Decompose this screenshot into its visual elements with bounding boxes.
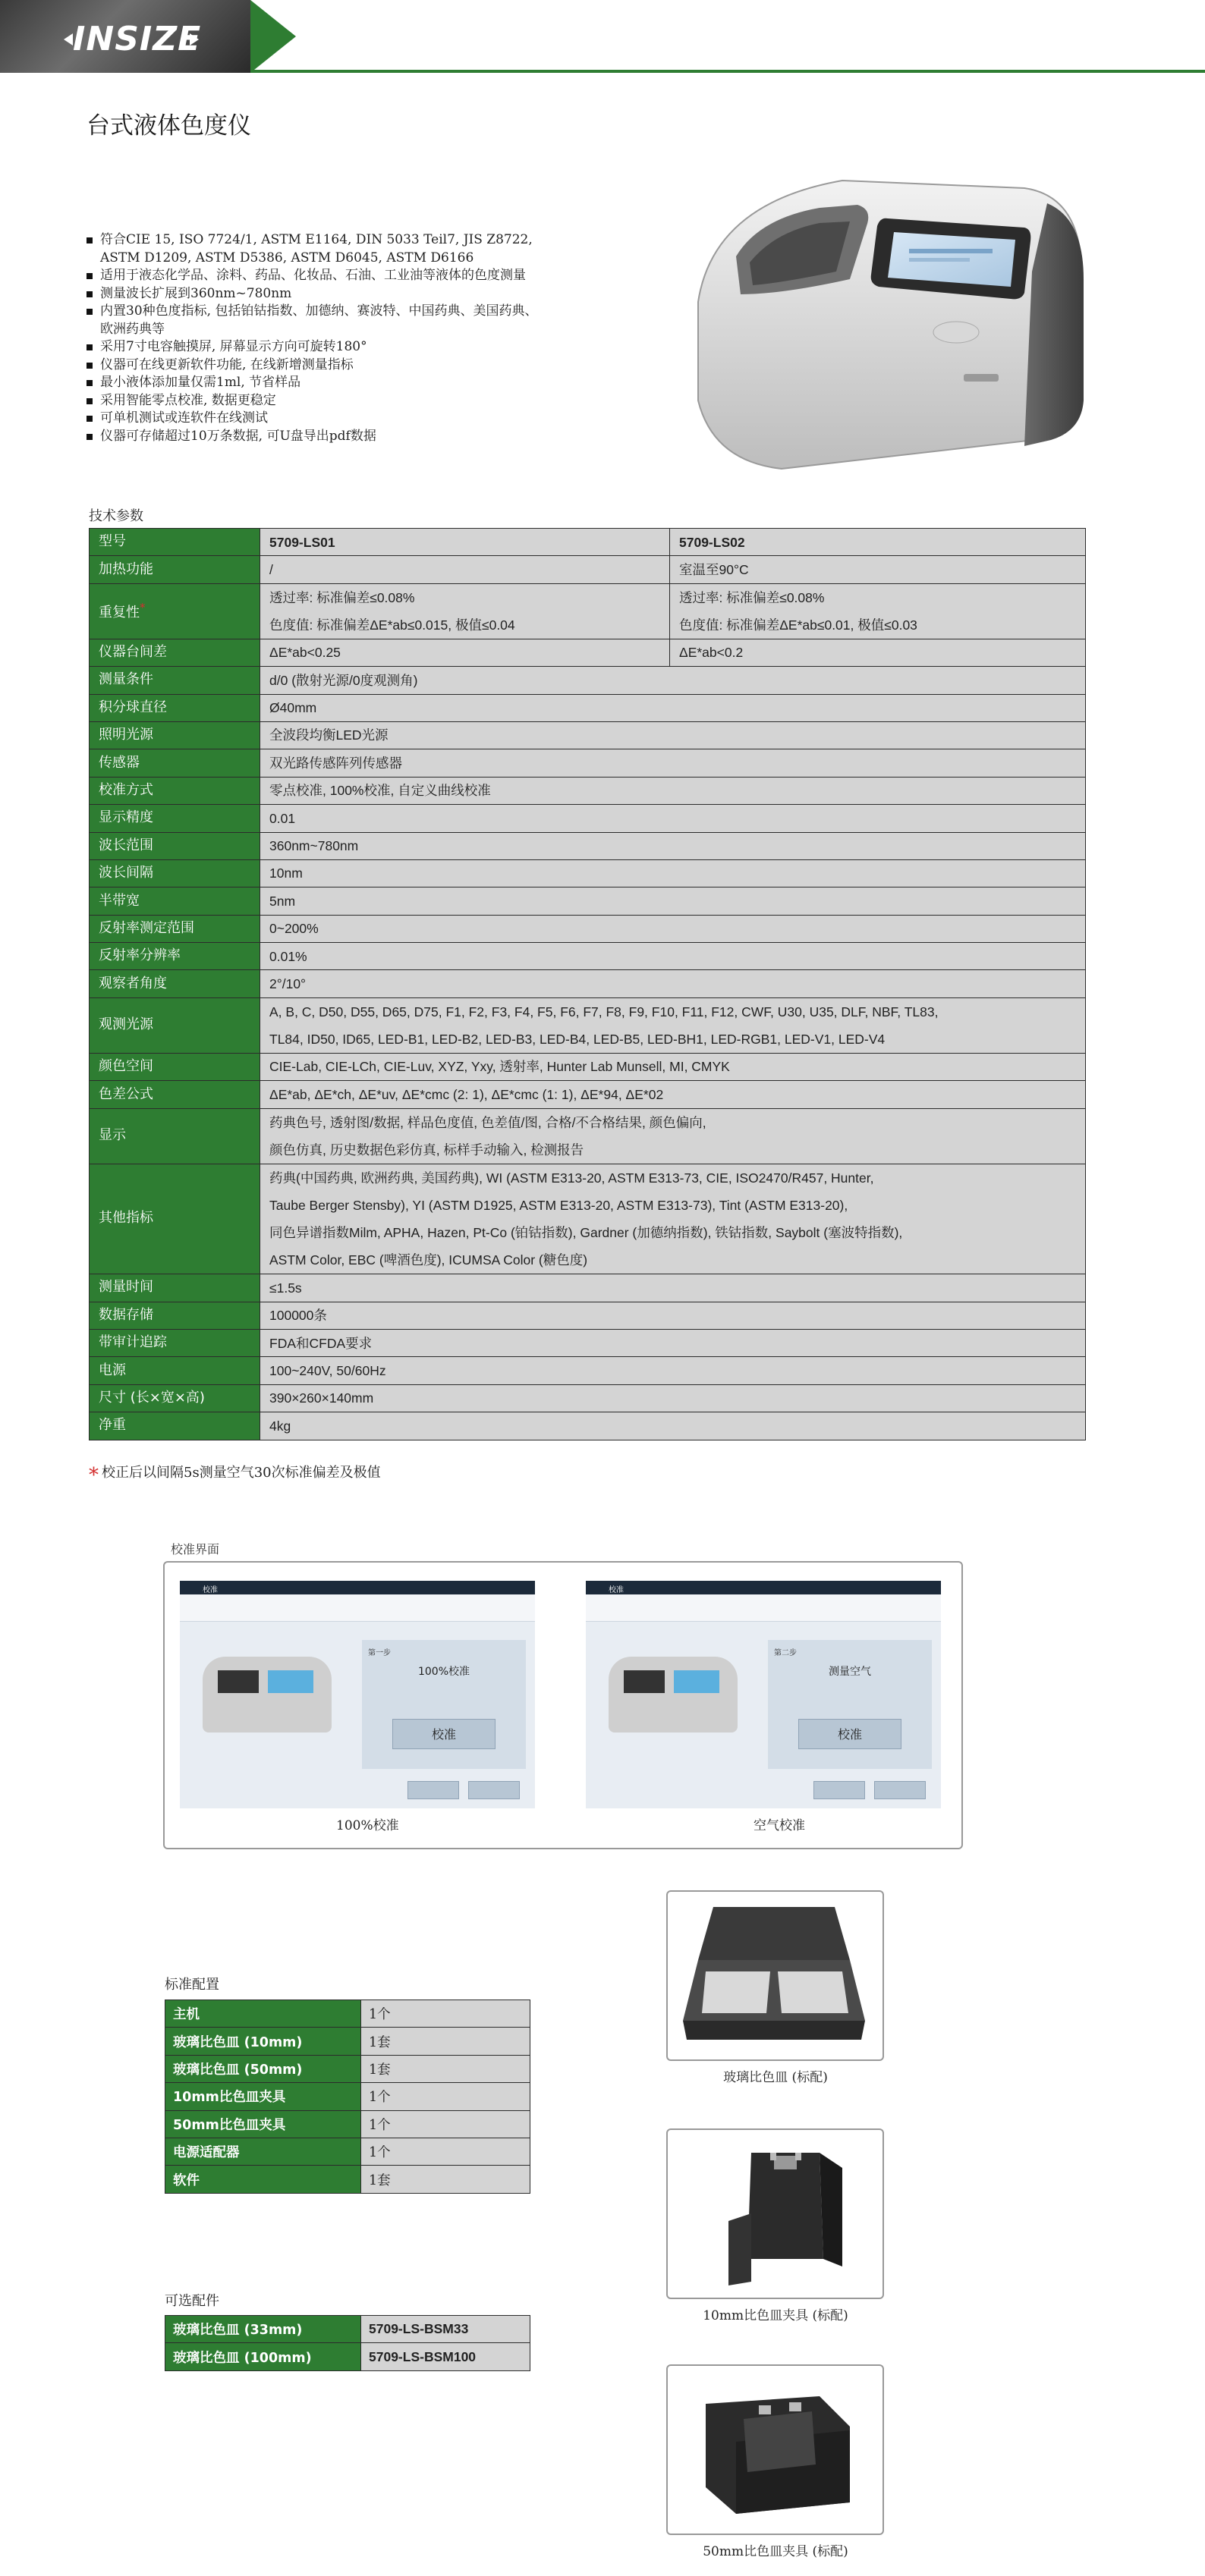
calibration-frame [163,1561,963,1849]
table-row [90,667,1086,694]
table-row [165,2055,530,2082]
row-value: ΔE*ab, ΔE*ch, ΔE*uv, ΔE*cmc (2: 1), ΔE*cmc (1: 1), ΔE*94, ΔE*02 [260,1081,1086,1108]
table-row [90,832,1086,859]
row-value: 零点校准, 100%校准, 自定义曲线校准 [260,777,1086,804]
repeat-a-line: 透过率: 标准偏差≤0.08% [269,589,415,605]
row-label: 显示精度 [90,805,260,832]
accessory-caption: 10mm比色皿夹具 (标配) [703,2308,848,2323]
table-row [90,1081,1086,1108]
row-value: 0.01% [260,943,1086,970]
footnote [89,1459,381,1487]
brand-logo: INSIZE [73,20,202,58]
table-row [90,859,1086,887]
feature-item: 采用7寸电容触摸屏, 屏幕显示方向可旋转180° [87,338,633,357]
row-label: 净重 [90,1412,260,1440]
feature-item: 适用于液态化学品、涂料、药品、化妆品、石油、工业油等液体的色度测量 [87,267,633,285]
standard-config-heading: 标准配置 [165,1977,219,1993]
inter-a: ΔE*ab<0.25 [260,639,670,666]
row-value: 0~200% [260,915,1086,942]
row-label: 观察者角度 [90,970,260,997]
row-label: 数据存储 [90,1302,260,1329]
panel-title: 测量空气 [829,1666,871,1678]
table-row [90,970,1086,997]
calibrate-button[interactable]: 校准 [798,1719,901,1749]
device-illustration [609,1657,738,1733]
screen-title: 校准 [203,1586,218,1594]
row-label: 观测光源 [90,997,260,1053]
repeat-b-line: 色度值: 标准偏差ΔE*ab≤0.01, 极值≤0.03 [679,617,917,633]
model-a: 5709-LS01 [260,529,670,556]
table-row [90,1302,1086,1329]
footnote-star: * [140,600,146,614]
table-row [90,639,1086,666]
row-label: 玻璃比色皿 (10mm) [165,2028,361,2055]
feature-item: 最小液体添加量仅需1ml, 节省样品 [87,374,633,392]
value-line: Taube Berger Stensby), YI (ASTM D1925, ASTM E313-20, ASTM E313-73), Tint (ASTM E313-20), [269,1197,848,1213]
feature-item: 符合CIE 15, ISO 7724/1, ASTM E1164, DIN 5033 Teil7, JIS Z8722, [87,231,633,250]
row-value: CIE-Lab, CIE-LCh, CIE-Luv, XYZ, Yxy, 透射率, Hunter Lab Munsell, MI, CMYK [260,1053,1086,1080]
table-row [90,556,1086,583]
logo-left-arrow-icon [64,33,73,46]
row-label: 主机 [165,2000,361,2028]
value-line: 药典(中国药典, 欧洲药典, 美国药典), WI (ASTM E313-20, ASTM E313-73, CIE, ISO2470/R457, Hunter, [269,1170,874,1186]
calibration-label: 校准界面 [171,1542,220,1557]
row-value [260,997,1086,1053]
table-row [90,721,1086,749]
screen-status-bar [586,1581,941,1594]
optional-accessories-table [165,2315,530,2371]
row-value: FDA和CFDA要求 [260,1330,1086,1357]
row-label: 传感器 [90,749,260,777]
table-row [165,2138,530,2165]
feature-item: 仪器可存储超过10万条数据, 可U盘导出pdf数据 [87,428,633,446]
row-value: 2°/10° [260,970,1086,997]
table-row [90,997,1086,1053]
table-row [165,2166,530,2193]
row-value: 360nm~780nm [260,832,1086,859]
device-slot [624,1670,665,1693]
table-row [90,1274,1086,1302]
accessory-image-10mm-holder [666,2128,884,2299]
table-row [90,1357,1086,1384]
calibrate-button[interactable]: 校准 [392,1719,496,1749]
step-label: 第二步 [774,1649,797,1657]
screen-header [180,1594,535,1622]
repeat-b [670,583,1086,639]
table-row [90,1412,1086,1440]
table-row [90,1108,1086,1164]
footnote-star: * [89,1464,99,1487]
table-row [90,529,1086,556]
repeat-a-line: 色度值: 标准偏差ΔE*ab≤0.015, 极值≤0.04 [269,617,515,633]
row-label: 电源适配器 [165,2138,361,2165]
heating-b: 室温至90°C [670,556,1086,583]
table-row [165,2343,530,2370]
row-label: 测量时间 [90,1274,260,1302]
screen-button[interactable] [874,1781,926,1799]
standard-config-table [165,2000,530,2194]
cuvette-block [268,1670,313,1693]
panel-title: 100%校准 [417,1666,470,1678]
row-label: 电源 [90,1357,260,1384]
feature-item: 采用智能零点校准, 数据更稳定 [87,392,633,410]
row-label: 其他指标 [90,1164,260,1274]
table-row [165,2028,530,2055]
accessory-caption: 50mm比色皿夹具 (标配) [703,2544,848,2559]
row-value: Ø40mm [260,694,1086,721]
screen-status-bar [180,1581,535,1594]
repeat-label: 重复性 [99,604,140,620]
row-label: 玻璃比色皿 (100mm) [165,2343,361,2370]
calibration-panel [362,1640,526,1769]
row-value: 390×260×140mm [260,1384,1086,1412]
row-value: 1个 [361,2000,530,2028]
feature-item: 仪器可在线更新软件功能, 在线新增测量指标 [87,357,633,375]
row-value: 全波段均衡LED光源 [260,721,1086,749]
row-value: 1套 [361,2166,530,2193]
value-line: TL84, ID50, ID65, LED-B1, LED-B2, LED-B3, LED-B4, LED-B5, LED-BH1, LED-RGB1, LED-V1, LED-V4 [269,1031,886,1047]
table-row [165,2316,530,2343]
device-illustration [203,1657,332,1733]
row-label: 软件 [165,2166,361,2193]
accessory-image-cuvette [666,1890,884,2061]
feature-item: 内置30种色度指标, 包括铂钴指数、加德纳、赛波特、中国药典、美国药典、 [87,303,633,321]
value-line: 颜色仿真, 历史数据色彩仿真, 标样手动输入, 检测报告 [269,1142,584,1158]
table-row [90,583,1086,639]
row-label: 积分球直径 [90,694,260,721]
accessory-caption: 玻璃比色皿 (标配) [723,2070,828,2085]
screen-caption: 空气校准 [754,1818,805,1833]
calibration-screen-air [586,1581,941,1808]
header-divider [250,70,1205,73]
table-row [90,777,1086,804]
row-value: 100~240V, 50/60Hz [260,1357,1086,1384]
screen-button[interactable] [468,1781,520,1799]
row-value: 5nm [260,887,1086,915]
calibration-panel [768,1640,932,1769]
logo-right-arrow-icon [190,33,199,46]
row-value: 4kg [260,1412,1086,1440]
row-label: 测量条件 [90,667,260,694]
table-row [90,915,1086,942]
row-label: 尺寸 (长×宽×高) [90,1384,260,1412]
spec-table [89,528,1086,1440]
row-value: 0.01 [260,805,1086,832]
feature-list [87,231,633,445]
feature-item-continuation: 欧洲药典等 [100,321,165,337]
page-header [0,0,1205,73]
accessory-image-50mm-holder [666,2364,884,2535]
table-row [90,805,1086,832]
value-line: 药典色号, 透射图/数据, 样品色度值, 色差值/图, 合格/不合格结果, 颜色偏向, [269,1114,706,1130]
row-label: 颜色空间 [90,1053,260,1080]
row-label: 显示 [90,1108,260,1164]
inter-b: ΔE*ab<0.2 [670,639,1086,666]
row-label: 加热功能 [90,556,260,583]
row-value: 100000条 [260,1302,1086,1329]
feature-item: 可单机测试或连软件在线测试 [87,410,633,428]
row-label: 色差公式 [90,1081,260,1108]
row-label: 带审计追踪 [90,1330,260,1357]
screen-button[interactable] [407,1781,459,1799]
table-row [90,1384,1086,1412]
row-label: 照明光源 [90,721,260,749]
row-value [260,1164,1086,1274]
row-label: 玻璃比色皿 (50mm) [165,2055,361,2082]
instrument-photo [668,173,1093,476]
screen-caption: 100%校准 [336,1818,399,1833]
row-label: 反射率分辨率 [90,943,260,970]
row-value: 1个 [361,2083,530,2110]
specs-heading: 技术参数 [89,508,143,524]
table-row [90,887,1086,915]
table-row [90,694,1086,721]
table-row [90,1330,1086,1357]
holder-50mm-icon [668,2366,883,2534]
value-line: A, B, C, D50, D55, D65, D75, F1, F2, F3, F4, F5, F6, F7, F8, F9, F10, F11, F12, CWF, U30, U35, DLF, NBF, TL83, [269,1004,939,1019]
row-label: 仪器台间差 [90,639,260,666]
optional-accessories-heading: 可选配件 [165,2293,219,2309]
screen-header [586,1594,941,1622]
table-row [165,2000,530,2028]
row-value: 1个 [361,2110,530,2138]
table-row [90,1164,1086,1274]
repeat-b-line: 透过率: 标准偏差≤0.08% [679,589,825,605]
feature-item: 测量波长扩展到360nm~780nm [87,285,633,303]
row-label: 型号 [90,529,260,556]
row-value: 双光路传感阵列传感器 [260,749,1086,777]
row-value: 5709-LS-BSM100 [361,2343,530,2370]
feature-item-continuation: ASTM D1209, ASTM D5386, ASTM D6045, ASTM D6166 [100,250,474,265]
cuvette-block [674,1670,719,1693]
cuvette-case-icon [668,1892,883,2059]
row-label: 校准方式 [90,777,260,804]
table-row [90,749,1086,777]
row-label: 半带宽 [90,887,260,915]
row-value: 1套 [361,2055,530,2082]
row-label: 玻璃比色皿 (33mm) [165,2316,361,2343]
row-value: d/0 (散射光源/0度观测角) [260,667,1086,694]
header-arrow-decoration [250,0,296,73]
row-value [260,1108,1086,1164]
row-label: 波长间隔 [90,859,260,887]
table-row [165,2110,530,2138]
holder-10mm-icon [668,2130,883,2298]
device-slot [218,1670,259,1693]
table-row [165,2083,530,2110]
table-row [90,943,1086,970]
screen-button[interactable] [813,1781,865,1799]
value-line: ASTM Color, EBC (啤酒色度), ICUMSA Color (糖色度) [269,1252,588,1268]
table-row [90,1053,1086,1080]
row-label: 50mm比色皿夹具 [165,2110,361,2138]
step-label: 第一步 [368,1649,391,1657]
value-line: 同色异谱指数Milm, APHA, Hazen, Pt-Co (铂钴指数), Gardner (加德纳指数), 铁钴指数, Saybolt (塞波特指数), [269,1224,903,1240]
row-value: 1个 [361,2138,530,2165]
row-label [90,583,260,639]
model-b: 5709-LS02 [670,529,1086,556]
page-title: 台式液体色度仪 [87,112,251,140]
row-label: 反射率测定范围 [90,915,260,942]
row-label: 波长范围 [90,832,260,859]
row-value: ≤1.5s [260,1274,1086,1302]
calibration-screen-100 [180,1581,535,1808]
heating-a: / [260,556,670,583]
row-value: 10nm [260,859,1086,887]
screen-title: 校准 [609,1586,624,1594]
row-value: 1套 [361,2028,530,2055]
repeat-a [260,583,670,639]
row-label: 10mm比色皿夹具 [165,2083,361,2110]
footnote-text: 校正后以间隔5s测量空气30次标准偏差及极值 [102,1465,381,1481]
row-value: 5709-LS-BSM33 [361,2316,530,2343]
